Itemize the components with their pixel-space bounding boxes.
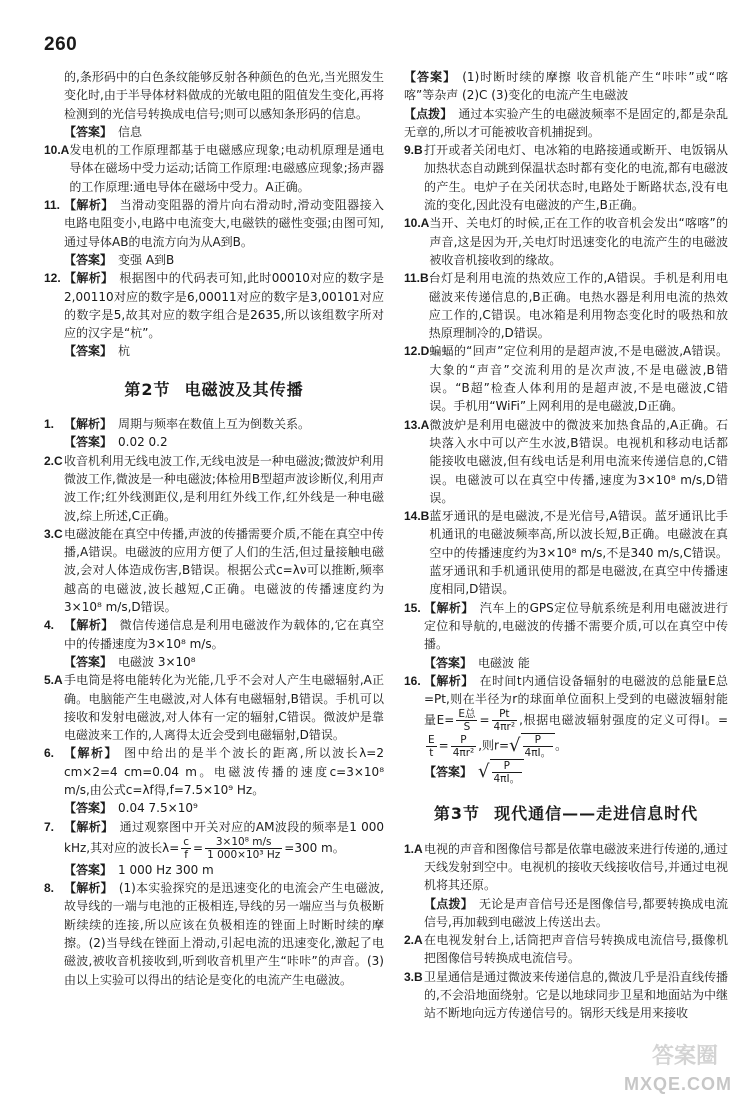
answer-line: 【答案】 (1)时断时续的摩擦 收音机能产生“咔咔”或“喀喀”等杂声 (2)C (3)变化的电流产生电磁波 bbox=[404, 70, 728, 103]
question-item: 8. 【解析】 (1)本实验探究的是迅速变化的电流会产生电磁波,故导线的一端与电池的正极相连,导线的另一端应当与负极断断续续的连接,所以应该在负极相连的锉面上时断时续的摩擦。(2)当导线在锉面上滑动,引起电流的迅速变化,激起了电磁波,被收音机接收到,听到收音机里产生“咔咔”的声音。(3)由以上实验可以得出的结论是变化的电流产生电磁波。 bbox=[44, 881, 384, 987]
question-number: 7. bbox=[44, 819, 55, 834]
page-number: 260 bbox=[44, 34, 78, 55]
question-item: 2.C 收音机利用无线电波工作,无线电波是一种电磁波;微波炉利用微波工作,微波是一种电磁波;体检用B型超声波诊断仪,利用声波工作;红外线测距仪,是利用红外线工作,红外线是一种电磁波,综上所述,C正确。 bbox=[44, 453, 384, 523]
tip-line: 【点拨】 通过本实验产生的电磁波频率不是固定的,都是杂乱无章的,所以才可能被收音机捕捉到。 bbox=[404, 106, 728, 139]
question-item: 2.A 在电视发射台上,话筒把声音信号转换成电流信号,摄像机把图像信号转换成电流信号。 bbox=[404, 933, 728, 966]
continued-analysis: 的,条形码中的白色条纹能够反射各种颜色的色光,当光照发生变化时,由于半导体材料做成的光敏电阻的阻值发生变化,再将检测到的光信号转换成电信号;则可以感知条形码的信息。 bbox=[64, 70, 384, 121]
question-item: 7. 【解析】 通过观察图中开关对应的AM波段的频率是1 000 kHz,其对应的波长λ= $\frac{c}{f}$ = $\frac{\text{3×10⁸ m/s}}{\text{1 000×10³ Hz}}$ =300 m。 bbox=[44, 819, 384, 861]
question-item: 4. 【解析】 微信传递信息是利用电磁波作为载体的,它在真空中的传播速度为3×10⁸ m/s。 bbox=[44, 618, 384, 651]
question-number: 12.D bbox=[404, 344, 430, 359]
question-number: 1.A bbox=[404, 841, 423, 856]
fraction: $\frac{Pt}{\text{4πr²}}$ bbox=[493, 708, 516, 734]
fraction: $\frac{P}{\text{4πr²}}$ bbox=[452, 733, 475, 759]
square-root: √ $\frac{P}{4\pi I。}$ bbox=[478, 759, 524, 785]
question-number: 3.C bbox=[44, 526, 63, 541]
answer-line: 【答案】 0.02 0.2 bbox=[64, 435, 168, 450]
fraction: $\frac{\text{E总}}{S}$ bbox=[458, 708, 476, 734]
answer-line: 【答案】 1 000 Hz 300 m bbox=[64, 862, 214, 877]
question-number: 11. bbox=[44, 198, 61, 213]
question-item: 12.D 蝙蝠的“回声”定位利用的是超声波,不是电磁波,A错误。大象的“声音”交流利用的是次声波,不是电磁波,B错误。“B超”检查人体利用的是超声波,不是电磁波,C错误。手机用“WiFi”上网利用的是电磁波,D正确。 bbox=[404, 344, 728, 414]
question-item: 12. 【解析】 根据图中的代码表可知,此时00010对应的数字是2,00110对应的数字是6,00011对应的数字是3,00101对应的数字是5,故其对应的数字组合是2635,所以该组数字所对应的汉字是“杭”。 bbox=[44, 271, 384, 341]
answer-line: 【答案】 0.04 7.5×10⁹ bbox=[64, 801, 198, 816]
answer-line: 【答案】 信息 bbox=[64, 124, 143, 139]
question-number: 8. bbox=[44, 881, 55, 896]
question-number: 10.A bbox=[44, 143, 70, 158]
fraction: $\frac{P}{4\pi I。}$ bbox=[524, 734, 552, 760]
question-item: 11. 【解析】 当滑动变阻器的滑片向右滑动时,滑动变阻器接入电路电阻变小,电路中电流变大,电磁铁的磁性变强;由图可知,通过导体AB的电流方向为从A到B。 bbox=[44, 198, 384, 249]
question-text: 当滑动变阻器的滑片向右滑动时,滑动变阻器接入电路电阻变小,电路中电流变大,电磁铁的磁性变强;由图可知,通过导体AB的电流方向为从A到B。 bbox=[64, 198, 384, 249]
fraction: $\frac{E}{t}$ bbox=[428, 733, 435, 759]
question-number: 10.A bbox=[404, 216, 430, 231]
fraction: $\frac{\text{3×10⁸ m/s}}{\text{1 000×10³ Hz}}$ bbox=[207, 835, 281, 861]
question-number: 3.B bbox=[404, 969, 423, 984]
question-number: 9.B bbox=[404, 143, 423, 158]
question-number: 14.B bbox=[404, 509, 430, 524]
tip-line: 【点拨】 无论是声音信号还是图像信号,都要转换成电流信号,再加载到电磁波上传送出去。 bbox=[424, 896, 728, 929]
answer-line: 【答案】 变强 A到B bbox=[64, 252, 175, 267]
answer-line: 【答案】 杭 bbox=[64, 344, 131, 359]
section-heading: 第2节 电磁波及其传播 bbox=[124, 379, 304, 399]
question-item: 1. 【解析】 周期与频率在数值上互为倒数关系。 bbox=[44, 415, 384, 433]
question-item: 3.B 卫星通信是通过微波来传递信息的,微波几乎是沿直线传播的,不会沿地面绕射。它是以地球同步卫星和地面站为中继站不断地向远方传递信号的。锅形天线是用来接收 bbox=[404, 969, 728, 1021]
question-number: 2.A bbox=[404, 933, 423, 948]
fraction: $\frac{c}{f}$ bbox=[183, 835, 190, 861]
question-number: 6. bbox=[44, 746, 55, 761]
question-item: 14.B 蓝牙通讯的是电磁波,不是光信号,A错误。蓝牙通讯比手机通讯的电磁波频率高,所以波长短,B正确。电磁波在真空中的传播速度约为3×10⁸ m/s,不是340 m/s,C错误。蓝牙通讯和手机通讯使用的都是电磁波,在真空中传播速度相同,D错误。 bbox=[404, 509, 728, 597]
question-item: 5.A 手电筒是将电能转化为光能,几乎不会对人产生电磁辐射,A正确。电脑能产生电磁波,对人体有电磁辐射,B错误。手机可以接收和发射电磁波,对人体有一定的辐射,C错误。微波炉是靠电磁波来工作的,人离得太近会受到电磁辐射,D错误。 bbox=[44, 673, 384, 743]
question-number: 4. bbox=[44, 618, 55, 633]
question-item bbox=[44, 141, 384, 196]
site-watermark: 答案圈 MXQE.COM bbox=[623, 1044, 732, 1094]
question-item: 15. 【解析】 汽车上的GPS定位导航系统是利用电磁波进行定位和导航的,电磁波的传播不需要介质,可以在真空中传播。 bbox=[404, 600, 728, 652]
answer-line: 【答案】 电磁波 能 bbox=[424, 655, 530, 670]
question-item: 1.A 电视的声音和图像信号都是依靠电磁波来进行传递的,通过天线发射到空中。电视机的接收天线接收信号,并通过电视机将其还原。 bbox=[404, 841, 728, 893]
question-item: 6. 【解析】 图中给出的是半个波长的距离,所以波长λ=2 cm×2=4 cm=0.04 m。电磁波传播的速度c=3×10⁸ m/s,由公式c=λf得,f=7.5×10⁹ Hz。 bbox=[44, 746, 384, 797]
question-item: 9.B 打开或者关闭电灯、电冰箱的电路接通或断开、电饭锅从加热状态自动跳到保温状态时都有变化的电流,都有电磁波的产生。电炉子在关闭状态时,电路处于断路状态,没有电流的变化,因此没有电磁波的产生,B正确。 bbox=[404, 143, 728, 213]
left-column bbox=[44, 68, 384, 989]
question-text: 发电机的工作原理都基于电磁感应现象;电动机原理是通电导体在磁场中受力运动;话筒工作原理:电磁感应现象;扬声器的工作原理:通电导体在磁场中受力。A正确。 bbox=[69, 143, 384, 194]
question-number: 16. bbox=[404, 673, 421, 688]
question-number: 5.A bbox=[44, 673, 63, 688]
question-item: 11.B 台灯是利用电流的热效应工作的,A错误。手机是利用电磁波来传递信息的,B正确。电热水器是利用电流的热效应工作的,C错误。电冰箱是利用物态变化时的吸热和放热原理制冷的,D错误。 bbox=[404, 271, 728, 341]
question-item: 3.C 电磁波能在真空中传播,声波的传播需要介质,不能在真空中传播,A错误。电磁波的应用方便了人们的生活,但过量接触电磁波,会对人体造成伤害,B错误。根据公式c=λν可以推断,频率越高的电磁波,波长越短,C正确。电磁波的传播速度约为3×10⁸ m/s,D错误。 bbox=[44, 526, 384, 615]
question-number: 11.B bbox=[404, 271, 429, 286]
question-item: 16. 【解析】 在时间t内通信设备辐射的电磁波的总能量E总=Pt,则在半径为r的球面单位面积上受到的电磁波辐射能量E= $\frac{\text{E总}}{S}$ = $\frac{Pt}{\text{4πr²}}$ ,根据电磁波辐射强度的定义可得I。= $\frac{E}{t}$ = $\frac{P}{\text{4πr²}}$ ,则r=√ $\frac{P}{4\pi I。}$ 。 bbox=[404, 673, 728, 760]
right-column bbox=[404, 68, 728, 1023]
section-heading: 第3节 现代通信——走进信息时代 bbox=[433, 804, 699, 824]
answer-line: 【答案】 电磁波 3×10⁸ bbox=[64, 654, 196, 669]
question-item: 10.A 当开、关电灯的时候,正在工作的收音机会发出“喀喀”的声音,这是因为开,关电灯时迅速变化的电流产生的电磁波被收音机接收到的缘故。 bbox=[404, 216, 728, 267]
answer-line: 【答案】 √ $\frac{P}{4\pi I。}$ bbox=[404, 759, 728, 785]
question-item: 13.A 微波炉是利用电磁波中的微波来加热食品的,A正确。石块落入水中可以产生水波,B错误。电视机和移动电话都能接收电磁波,但有线电话是利用电流来传递信息的,C错误。电磁波可以在真空中传播,速度为3×10⁸ m/s,D错误。 bbox=[404, 417, 728, 505]
question-number: 2.C bbox=[44, 453, 63, 468]
question-text: 根据图中的代码表可知,此时00010对应的数字是2,00110对应的数字是6,00011对应的数字是3,00101对应的数字是5,故其对应的数字组合是2635,所以该组数字所对应的汉字是“杭”。 bbox=[64, 271, 384, 341]
fraction: $\frac{P}{4\pi I。}$ bbox=[493, 760, 521, 786]
question-number: 13.A bbox=[404, 417, 430, 432]
square-root: √ $\frac{P}{4\pi I。}$ bbox=[509, 733, 555, 759]
question-number: 12. bbox=[44, 271, 61, 286]
question-number: 15. bbox=[404, 600, 421, 615]
question-number: 1. bbox=[44, 417, 55, 432]
